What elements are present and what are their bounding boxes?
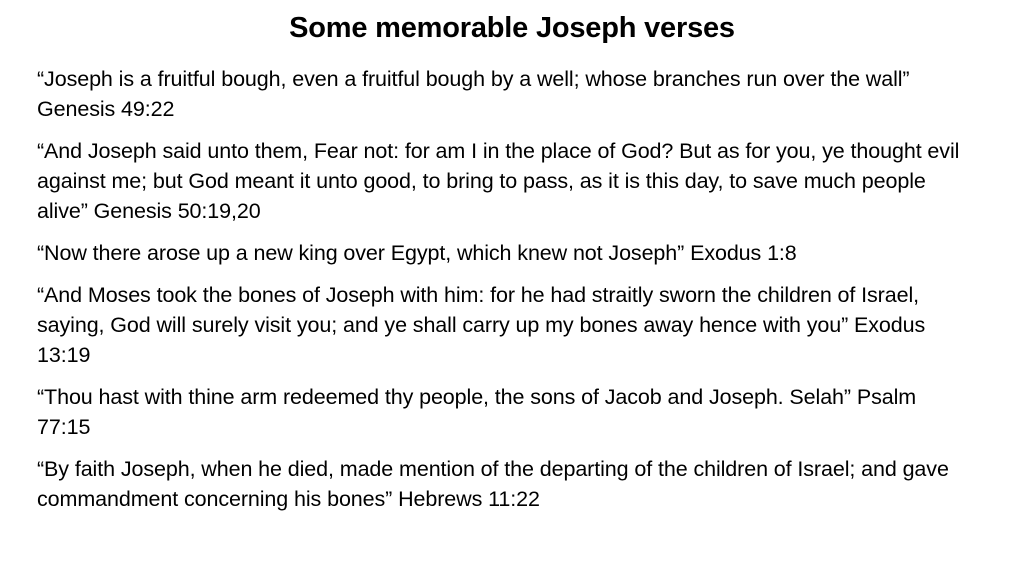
slide-title: Some memorable Joseph verses (289, 12, 735, 44)
verse-exodus-1-8: “Now there arose up a new king over Egypt, which knew not Joseph” Exodus 1:8 (37, 241, 797, 265)
verse-genesis-50-19-20: “And Joseph said unto them, Fear not: for am I in the place of God? But as for you, ye thought evil against me; but God meant it unto good, to bring to pass, as it is this day, to save much people alive” Genesis 50:19,20 (37, 139, 960, 223)
verse-hebrews-11-22: “By faith Joseph, when he died, made mention of the departing of the children of Israel; and gave commandment concerning his bones” Hebrews 11:22 (37, 457, 949, 511)
verse-genesis-49-22: “Joseph is a fruitful bough, even a fruitful bough by a well; whose branches run over the wall” Genesis 49:22 (37, 67, 910, 121)
verse-exodus-13-19: “And Moses took the bones of Joseph with him: for he had straitly sworn the children of Israel, saying, God will surely visit you; and ye shall carry up my bones away hence with you” Exodus 13:19 (37, 283, 926, 367)
verse-list (37, 64, 967, 526)
verse-psalm-77-15: “Thou hast with thine arm redeemed thy people, the sons of Jacob and Joseph. Selah” Psalm 77:15 (37, 385, 917, 439)
